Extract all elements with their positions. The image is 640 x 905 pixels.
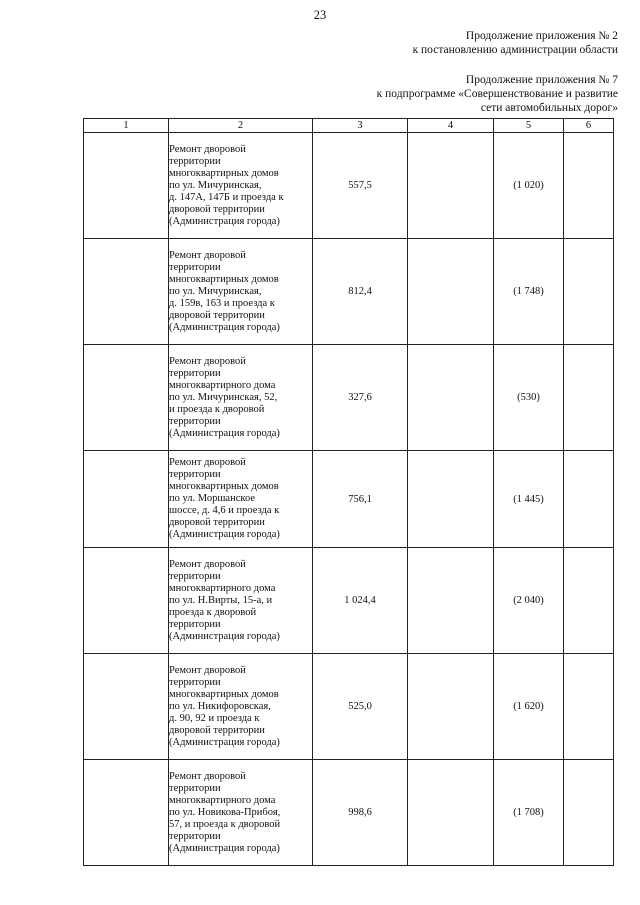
cell-description — [169, 133, 313, 239]
subprogram-header-line-2: к подпрограмме «Совершенствование и развитие — [376, 88, 618, 100]
cell-column-1 — [84, 760, 169, 866]
column-header: 6 — [564, 119, 614, 133]
appendix-header-line-1: Продолжение приложения № 2 — [465, 30, 618, 42]
table-body — [84, 133, 614, 866]
description-line: территории — [169, 676, 221, 688]
cell-col6 — [564, 451, 614, 548]
column-header: 3 — [313, 119, 408, 133]
cell-column-1 — [84, 345, 169, 451]
description-line: многоквартирного дома — [169, 379, 276, 391]
cell-column-1 — [84, 548, 169, 654]
cell-col3: 998,6 — [313, 760, 408, 866]
description-line: (Администрация города) — [169, 842, 280, 854]
cell-col4 — [408, 760, 494, 866]
cell-col6 — [564, 548, 614, 654]
subprogram-header — [377, 73, 618, 115]
cell-col3: 557,5 — [313, 133, 408, 239]
description-line: проезда к дворовой — [169, 606, 257, 618]
description-line: (Администрация города) — [169, 529, 280, 540]
description-line: д. 90, 92 и проезда к — [169, 712, 260, 724]
column-header: 1 — [84, 119, 169, 133]
cell-col5: (1 748) — [494, 239, 564, 345]
cell-description — [169, 239, 313, 345]
description-line: дворовой территории — [169, 517, 265, 528]
cell-col3: 1 024,4 — [313, 548, 408, 654]
cell-col5: (1 020) — [494, 133, 564, 239]
cell-description — [169, 760, 313, 866]
description-line: по ул. Мичуринская, — [169, 285, 262, 297]
description-line: (Администрация города) — [169, 321, 280, 333]
table-row — [84, 654, 614, 760]
cell-col5: (1 620) — [494, 654, 564, 760]
description-line: территории — [169, 782, 221, 794]
description-line: территории — [169, 155, 221, 167]
description-line: 57, и проезда к дворовой — [169, 818, 281, 830]
description-line: по ул. Мичуринская, — [169, 179, 262, 191]
table-row — [84, 345, 614, 451]
description-line: (Администрация города) — [169, 427, 280, 439]
description-line: территории — [169, 469, 221, 480]
description-line: д. 147А, 147Б и проезда к — [169, 191, 284, 203]
cell-col4 — [408, 654, 494, 760]
cell-col3: 812,4 — [313, 239, 408, 345]
cell-col6 — [564, 654, 614, 760]
cell-col5: (1 708) — [494, 760, 564, 866]
column-header: 4 — [408, 119, 494, 133]
cell-col4 — [408, 239, 494, 345]
cell-col3: 756,1 — [313, 451, 408, 548]
description-line: по ул. Никифоровская, — [169, 700, 271, 712]
subprogram-header-line-1: Продолжение приложения № 7 — [465, 74, 618, 86]
cell-col6 — [564, 133, 614, 239]
description-line: по ул. Новикова-Прибоя, — [169, 806, 281, 818]
cell-description — [169, 548, 313, 654]
subprogram-header-line-3: сети автомобильных дорог» — [480, 102, 618, 114]
description-line: по ул. Н.Вирты, 15-а, и — [169, 594, 273, 606]
table-row — [84, 760, 614, 866]
description-line: территории — [169, 570, 221, 582]
cell-col6 — [564, 345, 614, 451]
description-line: многоквартирного дома — [169, 794, 276, 806]
description-line: (Администрация города) — [169, 215, 280, 227]
description-line: территории — [169, 367, 221, 379]
description-line: многоквартирных домов — [169, 688, 279, 700]
description-line: многоквартирных домов — [169, 481, 279, 492]
description-line: многоквартирного дома — [169, 582, 276, 594]
cell-column-1 — [84, 654, 169, 760]
cell-column-1 — [84, 239, 169, 345]
cell-col4 — [408, 548, 494, 654]
table-header-row — [84, 119, 614, 133]
cell-col5: (1 445) — [494, 451, 564, 548]
description-line: Ремонт дворовой — [169, 664, 246, 676]
description-line: Ремонт дворовой — [169, 143, 246, 155]
description-line: территории — [169, 830, 221, 842]
cell-col6 — [564, 239, 614, 345]
cell-col4 — [408, 345, 494, 451]
cell-col5: (2 040) — [494, 548, 564, 654]
description-line: территории — [169, 415, 221, 427]
works-table — [83, 118, 614, 866]
description-line: территории — [169, 618, 221, 630]
description-line: многоквартирных домов — [169, 167, 279, 179]
cell-column-1 — [84, 133, 169, 239]
cell-column-1 — [84, 451, 169, 548]
description-line: шоссе, д. 4,6 и проезда к — [169, 505, 280, 516]
cell-description — [169, 345, 313, 451]
column-header: 5 — [494, 119, 564, 133]
description-line: многоквартирных домов — [169, 273, 279, 285]
page-number: 23 — [313, 8, 327, 22]
cell-col3: 525,0 — [313, 654, 408, 760]
description-line: территории — [169, 261, 221, 273]
appendix-header — [413, 29, 618, 57]
description-line: (Администрация города) — [169, 630, 280, 642]
description-line: дворовой территории — [169, 724, 265, 736]
table-row — [84, 548, 614, 654]
description-line: по ул. Моршанское — [169, 493, 255, 504]
description-line: Ремонт дворовой — [169, 558, 246, 570]
description-line: дворовой территории — [169, 309, 265, 321]
description-line: по ул. Мичуринская, 52, — [169, 391, 278, 403]
table-row — [84, 133, 614, 239]
cell-description — [169, 451, 313, 548]
table-row — [84, 451, 614, 548]
description-line: Ремонт дворовой — [169, 457, 246, 468]
cell-col6 — [564, 760, 614, 866]
column-header: 2 — [169, 119, 313, 133]
description-line: дворовой территории — [169, 203, 265, 215]
cell-col5: (530) — [494, 345, 564, 451]
description-line: (Администрация города) — [169, 736, 280, 748]
cell-col4 — [408, 133, 494, 239]
table-row — [84, 239, 614, 345]
description-line: и проезда к дворовой — [169, 403, 265, 415]
description-line: Ремонт дворовой — [169, 249, 246, 261]
cell-col4 — [408, 451, 494, 548]
description-line: д. 159в, 163 и проезда к — [169, 297, 275, 309]
description-line: Ремонт дворовой — [169, 355, 246, 367]
cell-col3: 327,6 — [313, 345, 408, 451]
description-line: Ремонт дворовой — [169, 770, 246, 782]
cell-description — [169, 654, 313, 760]
appendix-header-line-2: к постановлению администрации области — [412, 44, 618, 56]
